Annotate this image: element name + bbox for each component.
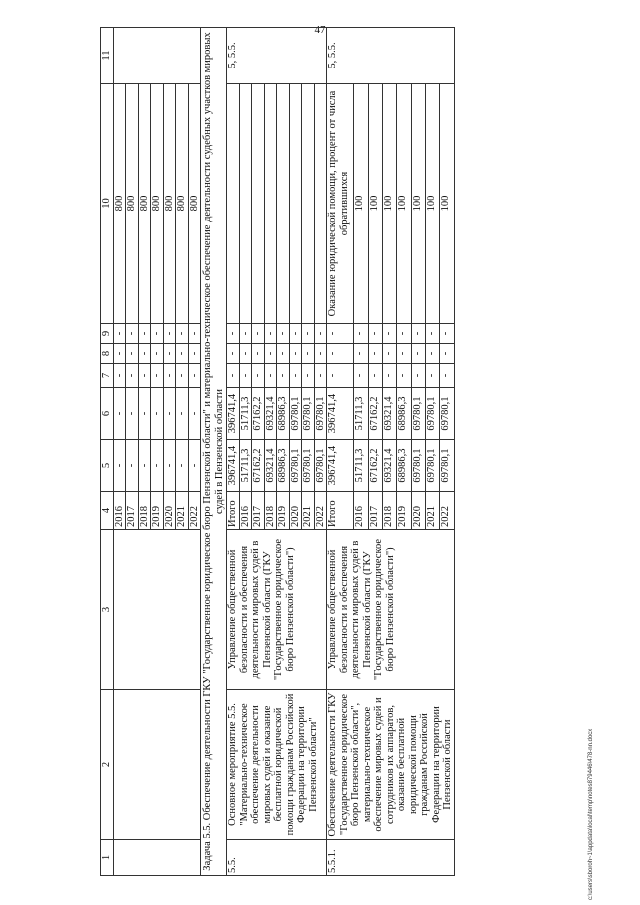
value-cell: - — [289, 324, 302, 344]
value-cell: 69780,1 — [440, 388, 454, 440]
indicator-value-cell: 100 — [440, 84, 454, 324]
value-cell: - — [151, 364, 164, 388]
value-cell: - — [354, 364, 368, 388]
program-table — [100, 27, 455, 876]
value-cell: - — [163, 440, 176, 492]
year-cell: 2018 — [383, 492, 397, 530]
reference: 5, 5.5. — [227, 28, 327, 84]
year-cell: 2017 — [252, 492, 265, 530]
value-cell: - — [176, 344, 189, 364]
value-cell: 51711,3 — [354, 440, 368, 492]
value-cell: 51711,3 — [239, 440, 252, 492]
year-cell: 2017 — [368, 492, 382, 530]
header-row — [101, 28, 114, 876]
column-number: 6 — [101, 388, 114, 440]
value-cell: - — [126, 344, 139, 364]
value-cell: - — [314, 344, 327, 364]
year-cell: 2019 — [397, 492, 411, 530]
total-value: - — [227, 364, 240, 388]
indicator-value-cell: 800 — [188, 84, 201, 324]
year-cell: 2016 — [113, 492, 126, 530]
value-cell: - — [163, 344, 176, 364]
indicator-value-cell: 100 — [425, 84, 439, 324]
value-cell: - — [239, 324, 252, 344]
value-cell: - — [302, 364, 315, 388]
value-cell: 67162,2 — [252, 440, 265, 492]
value-cell: - — [368, 344, 382, 364]
column-number: 8 — [101, 344, 114, 364]
value-cell: 69780,1 — [314, 440, 327, 492]
indicator-value-cell — [239, 84, 252, 324]
value-cell: - — [289, 344, 302, 364]
value-cell: - — [188, 344, 201, 364]
value-cell: - — [277, 324, 290, 344]
total-label: Итого — [227, 492, 240, 530]
value-cell: - — [440, 364, 454, 388]
year-cell: 2018 — [138, 492, 151, 530]
indicator-value-cell: 100 — [411, 84, 425, 324]
total-value: 396741,4 — [227, 388, 240, 440]
value-cell: - — [113, 344, 126, 364]
value-cell: - — [252, 324, 265, 344]
column-number: 1 — [101, 840, 114, 876]
value-cell: - — [151, 324, 164, 344]
file-path: c:\users\sboroh~1\appdata\local\temp\notes879446\478-nn.docx — [588, 728, 594, 900]
indicator-value-cell: 800 — [138, 84, 151, 324]
indicator-value-cell: 100 — [368, 84, 382, 324]
empty-cell — [113, 690, 201, 840]
column-number: 2 — [101, 690, 114, 840]
year-cell: 2020 — [289, 492, 302, 530]
value-cell: - — [163, 364, 176, 388]
indicator-value-cell — [302, 84, 315, 324]
year-cell: 2022 — [314, 492, 327, 530]
total-value: 396741,4 — [327, 440, 354, 492]
value-cell: 69780,1 — [289, 388, 302, 440]
page-number: 47 — [314, 24, 326, 36]
column-number: 11 — [101, 28, 114, 84]
total-value: - — [227, 344, 240, 364]
rotated-table-container — [100, 28, 632, 876]
value-cell: 68986,3 — [397, 388, 411, 440]
value-cell: - — [151, 344, 164, 364]
value-cell: 68986,3 — [397, 440, 411, 492]
value-cell: 68986,3 — [277, 440, 290, 492]
indicator-value-cell: 800 — [176, 84, 189, 324]
column-number: 5 — [101, 440, 114, 492]
measure-name: Обеспечение деятельности ГКУ "Государственное юридическое бюро Пензенской области", материально-техническое обеспечение мировых судей и сотрудников их аппаратов, оказание бесплатной юридической помощи гражданам Российской Федерации на территории Пензенской области — [327, 690, 455, 840]
value-cell: - — [188, 440, 201, 492]
value-cell: - — [383, 364, 397, 388]
value-cell: - — [126, 388, 139, 440]
table-row-total — [327, 28, 354, 876]
total-value: - — [227, 324, 240, 344]
value-cell: - — [354, 324, 368, 344]
total-value: 396741,4 — [327, 388, 354, 440]
total-value: - — [327, 364, 354, 388]
year-cell: 2019 — [277, 492, 290, 530]
total-label: Итого — [327, 492, 354, 530]
year-cell: 2021 — [176, 492, 189, 530]
empty-cell — [113, 28, 201, 84]
value-cell: - — [314, 364, 327, 388]
value-cell: - — [138, 364, 151, 388]
value-cell: 69780,1 — [425, 440, 439, 492]
indicator-value-cell: 100 — [354, 84, 368, 324]
column-number: 9 — [101, 324, 114, 344]
value-cell: 69780,1 — [411, 440, 425, 492]
year-cell: 2016 — [239, 492, 252, 530]
value-cell: - — [176, 364, 189, 388]
value-cell: 67162,2 — [368, 440, 382, 492]
value-cell: - — [151, 388, 164, 440]
value-cell: - — [425, 324, 439, 344]
indicator-value-cell — [314, 84, 327, 324]
value-cell: - — [277, 344, 290, 364]
indicator-value-cell: 800 — [113, 84, 126, 324]
value-cell: - — [252, 344, 265, 364]
indicator-value-cell: 100 — [383, 84, 397, 324]
value-cell: - — [397, 344, 411, 364]
table-row — [113, 28, 126, 876]
value-cell: - — [176, 388, 189, 440]
value-cell: - — [126, 364, 139, 388]
value-cell: - — [113, 440, 126, 492]
value-cell: 67162,2 — [252, 388, 265, 440]
indicator-name: Оказание юридической помощи, процент от числа обратившихся — [327, 84, 354, 324]
year-cell: 2016 — [354, 492, 368, 530]
value-cell: 51711,3 — [239, 388, 252, 440]
value-cell: 69780,1 — [302, 388, 315, 440]
value-cell: - — [138, 388, 151, 440]
indicator-name — [227, 84, 240, 324]
task-title-row — [201, 28, 227, 876]
value-cell: 69780,1 — [302, 440, 315, 492]
value-cell: - — [440, 344, 454, 364]
value-cell: - — [397, 364, 411, 388]
empty-cell — [113, 530, 201, 690]
indicator-value-cell — [289, 84, 302, 324]
row-number: 5.5.1. — [327, 840, 455, 876]
year-cell: 2022 — [188, 492, 201, 530]
value-cell: - — [289, 364, 302, 388]
value-cell: - — [411, 364, 425, 388]
reference: 5, 5.5. — [327, 28, 455, 84]
indicator-value-cell: 100 — [397, 84, 411, 324]
total-value: 396741,4 — [227, 440, 240, 492]
value-cell: 51711,3 — [354, 388, 368, 440]
column-number: 4 — [101, 492, 114, 530]
value-cell: 69321,4 — [383, 388, 397, 440]
value-cell: - — [383, 324, 397, 344]
executor: Управление общественной безопасности и обеспечения деятельности мировых судей в Пензенской области (ГКУ "Государственное юридическое бюро Пензенской области") — [227, 530, 327, 690]
value-cell: - — [383, 344, 397, 364]
year-cell: 2020 — [411, 492, 425, 530]
value-cell: 69321,4 — [264, 440, 277, 492]
total-value: - — [327, 344, 354, 364]
value-cell: - — [163, 324, 176, 344]
value-cell: - — [277, 364, 290, 388]
value-cell: - — [113, 364, 126, 388]
value-cell: - — [138, 344, 151, 364]
value-cell: - — [176, 324, 189, 344]
value-cell: - — [151, 440, 164, 492]
value-cell: - — [138, 440, 151, 492]
indicator-value-cell — [252, 84, 265, 324]
value-cell: 69780,1 — [425, 388, 439, 440]
value-cell: 68986,3 — [277, 388, 290, 440]
year-cell: 2020 — [163, 492, 176, 530]
value-cell: - — [163, 388, 176, 440]
value-cell: 67162,2 — [368, 388, 382, 440]
value-cell: - — [264, 324, 277, 344]
value-cell: - — [188, 324, 201, 344]
column-number: 7 — [101, 364, 114, 388]
value-cell: 69780,1 — [440, 440, 454, 492]
value-cell: - — [354, 344, 368, 364]
indicator-value-cell: 800 — [151, 84, 164, 324]
value-cell: - — [113, 324, 126, 344]
value-cell: - — [113, 388, 126, 440]
year-cell: 2021 — [425, 492, 439, 530]
total-value: - — [327, 324, 354, 344]
value-cell: 69780,1 — [314, 388, 327, 440]
value-cell: - — [411, 344, 425, 364]
value-cell: 69780,1 — [411, 388, 425, 440]
value-cell: - — [425, 364, 439, 388]
value-cell: - — [176, 440, 189, 492]
value-cell: - — [264, 344, 277, 364]
value-cell: - — [138, 324, 151, 344]
value-cell: - — [126, 324, 139, 344]
indicator-value-cell: 800 — [163, 84, 176, 324]
value-cell: - — [239, 344, 252, 364]
indicator-value-cell — [264, 84, 277, 324]
value-cell: - — [302, 324, 315, 344]
value-cell: - — [126, 440, 139, 492]
empty-cell — [113, 840, 201, 876]
value-cell: - — [252, 364, 265, 388]
year-cell: 2022 — [440, 492, 454, 530]
value-cell: - — [239, 364, 252, 388]
value-cell: - — [264, 364, 277, 388]
value-cell: 69780,1 — [289, 440, 302, 492]
task-title: Задача 5.5. Обеспечение деятельности ГКУ "Государственное юридическое бюро Пензенской области" и материально-техническое обеспечение деятельности судебных участков мировых судей в Пензенской области — [201, 28, 227, 876]
executor: Управление общественной безопасности и обеспечения деятельности мировых судей в Пензенской области (ГКУ "Государственное юридическое бюро Пензенской области") — [327, 530, 455, 690]
indicator-value-cell — [277, 84, 290, 324]
value-cell: - — [188, 388, 201, 440]
value-cell: - — [188, 364, 201, 388]
value-cell: - — [411, 324, 425, 344]
year-cell: 2017 — [126, 492, 139, 530]
value-cell: - — [397, 324, 411, 344]
value-cell: 69321,4 — [264, 388, 277, 440]
year-cell: 2018 — [264, 492, 277, 530]
value-cell: 69321,4 — [383, 440, 397, 492]
value-cell: - — [368, 364, 382, 388]
indicator-value-cell: 800 — [126, 84, 139, 324]
column-number: 3 — [101, 530, 114, 690]
table-row-total — [227, 28, 240, 876]
value-cell: - — [368, 324, 382, 344]
measure-name: Основное мероприятие 5.5. "Материально-техническое обеспечение деятельности мировых судей и оказание бесплатной юридической помощи гражданам Российской Федерации на территории Пензенской области" — [227, 690, 327, 840]
column-number: 10 — [101, 84, 114, 324]
value-cell: - — [425, 344, 439, 364]
year-cell: 2019 — [151, 492, 164, 530]
value-cell: - — [440, 324, 454, 344]
row-number: 5.5. — [227, 840, 327, 876]
year-cell: 2021 — [302, 492, 315, 530]
value-cell: - — [314, 324, 327, 344]
value-cell: - — [302, 344, 315, 364]
